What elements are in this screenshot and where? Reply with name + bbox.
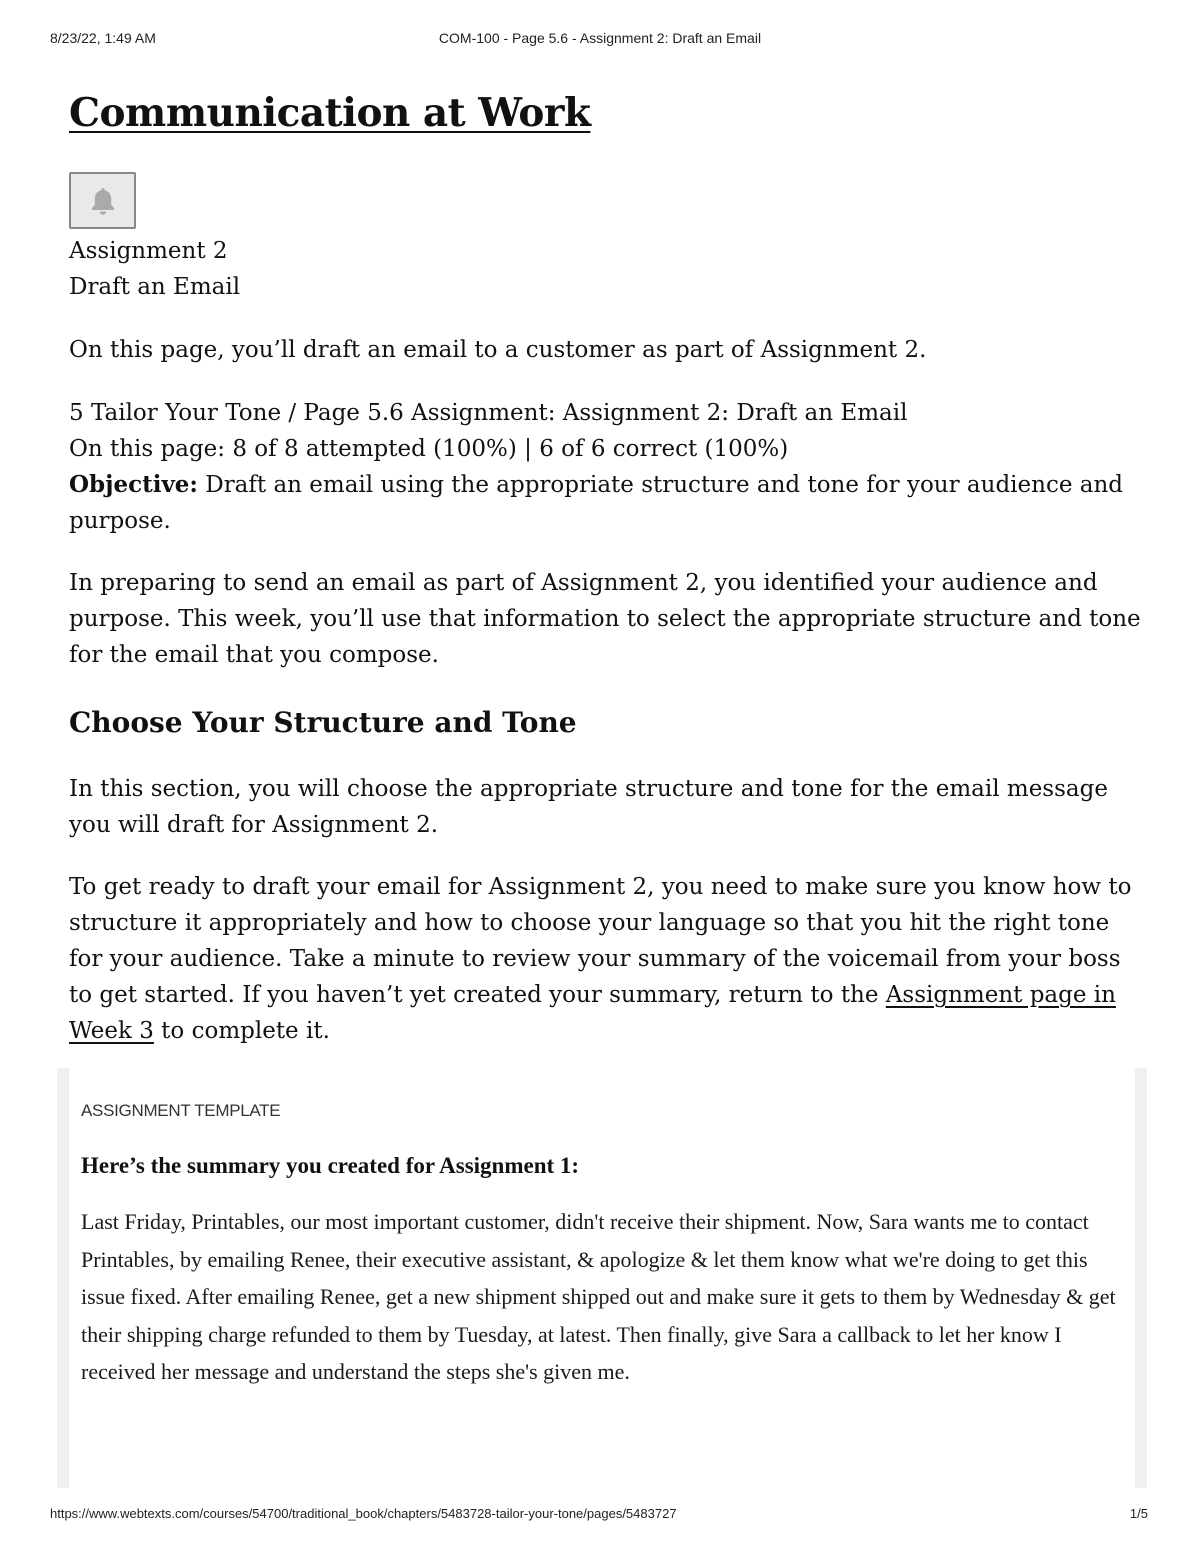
print-date: 8/23/22, 1:49 AM [50, 30, 156, 46]
progress-status: On this page: 8 of 8 attempted (100%) | 6 of 6 correct (100%) [69, 436, 789, 462]
notification-button[interactable] [69, 172, 136, 229]
assignment-number: Assignment 2 [69, 238, 228, 264]
page-meta [69, 395, 1149, 539]
preparing-paragraph: In preparing to send an email as part of Assignment 2, you identified your audience and purpose. This week, you’ll use that information to select the appropriate structure and tone for the email that you compose. [69, 570, 1141, 668]
section-heading: Choose Your Structure and Tone [69, 706, 577, 739]
template-label: ASSIGNMENT TEMPLATE [81, 1101, 281, 1120]
print-page-title: COM-100 - Page 5.6 - Assignment 2: Draft an Email [438, 30, 762, 46]
breadcrumb: 5 Tailor Your Tone / Page 5.6 Assignment: Assignment 2: Draft an Email [69, 400, 908, 426]
main-content [69, 88, 1149, 1049]
section-paragraph-2 [69, 869, 1149, 1049]
bell-icon [88, 185, 118, 217]
objective-label: Objective: [69, 471, 198, 498]
objective [69, 467, 1149, 539]
template-heading: Here’s the summary you created for Assignment 1: [81, 1153, 580, 1178]
page-number: 1/5 [1129, 1506, 1148, 1521]
assignment-name: Draft an Email [69, 274, 241, 300]
book-title [69, 88, 1149, 138]
book-title-link[interactable]: Communication at Work [69, 90, 591, 136]
objective-text: Draft an email using the appropriate structure and tone for your audience and purpose. [69, 472, 1124, 534]
print-header [50, 30, 1150, 50]
assignment-template-box [57, 1068, 1147, 1488]
section-paragraph-1: In this section, you will choose the appropriate structure and tone for the email message you will draft for Assignment 2. [69, 776, 1108, 838]
paragraph-2-end: to complete it. [153, 1018, 330, 1044]
assignment-week-3-link[interactable]: Assignment page in Week 3 [69, 982, 1116, 1044]
assignment-label [69, 233, 1149, 305]
page-url: https://www.webtexts.com/courses/54700/traditional_book/chapters/5483728-tailor-your-tone/pages/5483727 [50, 1506, 677, 1521]
template-summary: Last Friday, Printables, our most important customer, didn't receive their shipment. Now, Sara wants me to contact Printables, by emailing Renee, their executive assistant, & apologize & let them know what we're doing to get this issue fixed. After emailing Renee, get a new shipment shipped out and make sure it gets to them by Wednesday & get their shipping charge refunded to them by Tuesday, at latest. Then finally, give Sara a callback to let her know I received her message and understand the steps she's given me. [81, 1209, 1116, 1384]
paragraph-2-text: To get ready to draft your email for Assignment 2, you need to make sure you know how to structure it appropriately and how to choose your language so that you hit the right tone for your audience. Take a minute to review your summary of the voicemail from your boss to get started. If you haven’t yet created your summary, return to the [69, 874, 1132, 1008]
intro-text: On this page, you’ll draft an email to a customer as part of Assignment 2. [69, 337, 927, 363]
